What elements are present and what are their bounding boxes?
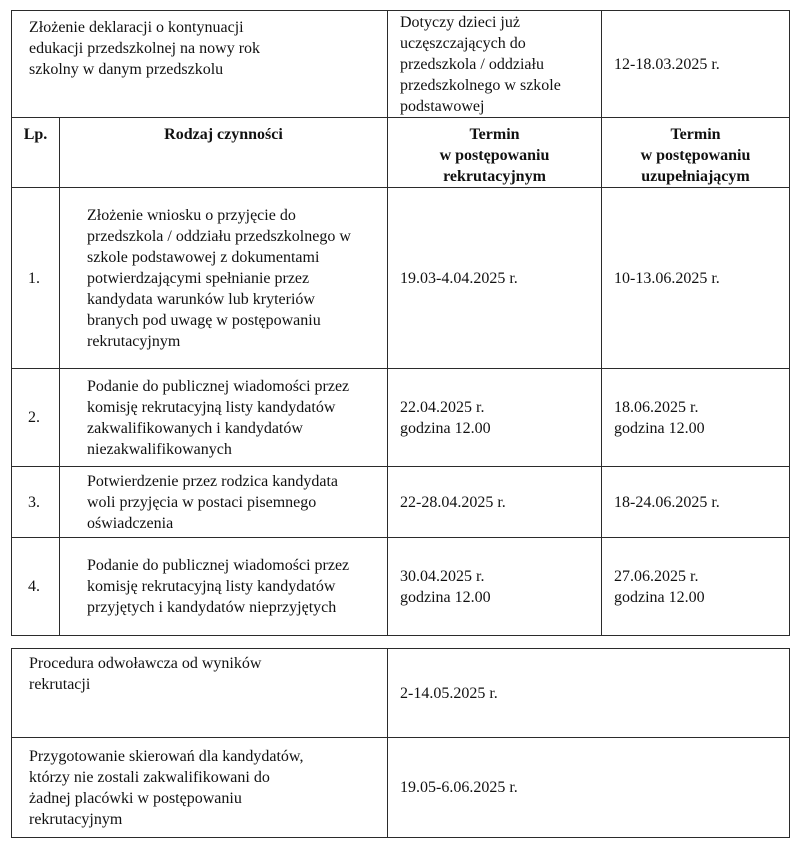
row-supplementary-term: 10-13.06.2025 r. bbox=[614, 269, 720, 287]
row-lp: 3. bbox=[28, 493, 40, 511]
row-recruitment-term: 30.04.2025 r. godzina 12.00 bbox=[400, 567, 491, 606]
row-supplementary-term: 27.06.2025 r. godzina 12.00 bbox=[614, 567, 705, 606]
header-activity: Rodzaj czynności bbox=[164, 126, 283, 143]
declaration-date: 12-18.03.2025 r. bbox=[614, 55, 720, 73]
recruitment-schedule-table bbox=[11, 10, 790, 636]
header-term-recruitment: Termin w postępowaniu rekrutacyjnym bbox=[439, 126, 550, 185]
table-row bbox=[12, 467, 790, 538]
appeal-referrals-table bbox=[11, 648, 790, 838]
referrals-activity: Przygotowanie skierowań dla kandydatów, którzy nie zostali zakwalifikowani do żadnej placówki w postępowaniu rekrutacyjnym bbox=[29, 747, 304, 828]
header-term-supplementary: Termin w postępowaniu uzupełniającym bbox=[640, 126, 751, 185]
row-activity: Złożenie wniosku o przyjęcie do przedszkola / oddziału przedszkolnego w szkole podstawowej z dokumentami potwierdzającymi spełnianie przez kandydata warunków lub kryteriów branych pod uwagę w postępowaniu rekrutacyjnym bbox=[87, 206, 351, 350]
row-recruitment-term: 22.04.2025 r. godzina 12.00 bbox=[400, 398, 491, 437]
row-activity: Podanie do publicznej wiadomości przez komisję rekrutacyjną listy kandydatów przyjętych i kandydatów nieprzyjętych bbox=[87, 557, 350, 616]
row-lp: 4. bbox=[28, 578, 40, 595]
row-recruitment-term: 19.03-4.04.2025 r. bbox=[400, 269, 518, 287]
table-row bbox=[12, 369, 790, 467]
row-activity: Podanie do publicznej wiadomości przez komisję rekrutacyjną listy kandydatów zakwalifikowanych i kandydatów niezakwalifikowanych bbox=[87, 377, 350, 458]
row-supplementary-term: 18-24.06.2025 r. bbox=[614, 493, 720, 511]
declaration-row bbox=[12, 11, 790, 118]
table-row bbox=[12, 538, 790, 636]
header-lp: Lp. bbox=[23, 126, 48, 143]
appeal-activity: Procedura odwoławcza od wyników rekrutacji bbox=[29, 655, 262, 693]
row-lp: 1. bbox=[28, 269, 40, 287]
declaration-activity: Złożenie deklaracji o kontynuacji edukacji przedszkolnej na nowy rok szkolny w danym przedszkolu bbox=[29, 19, 261, 78]
row-supplementary-term: 18.06.2025 r. godzina 12.00 bbox=[614, 398, 705, 437]
appeal-row bbox=[12, 649, 790, 738]
declaration-scope: Dotyczy dzieci już uczęszczających do przedszkola / oddziału przedszkolnego w szkole podstawowej bbox=[400, 14, 561, 115]
row-activity: Potwierdzenie przez rodzica kandydata woli przyjęcia w postaci pisemnego oświadczenia bbox=[87, 472, 338, 532]
table-row bbox=[12, 188, 790, 369]
row-recruitment-term: 22-28.04.2025 r. bbox=[400, 493, 506, 511]
appeal-date: 2-14.05.2025 r. bbox=[400, 684, 498, 702]
row-lp: 2. bbox=[28, 409, 40, 426]
referrals-date: 19.05-6.06.2025 r. bbox=[400, 779, 518, 796]
header-row bbox=[12, 118, 790, 188]
referrals-row bbox=[12, 738, 790, 838]
